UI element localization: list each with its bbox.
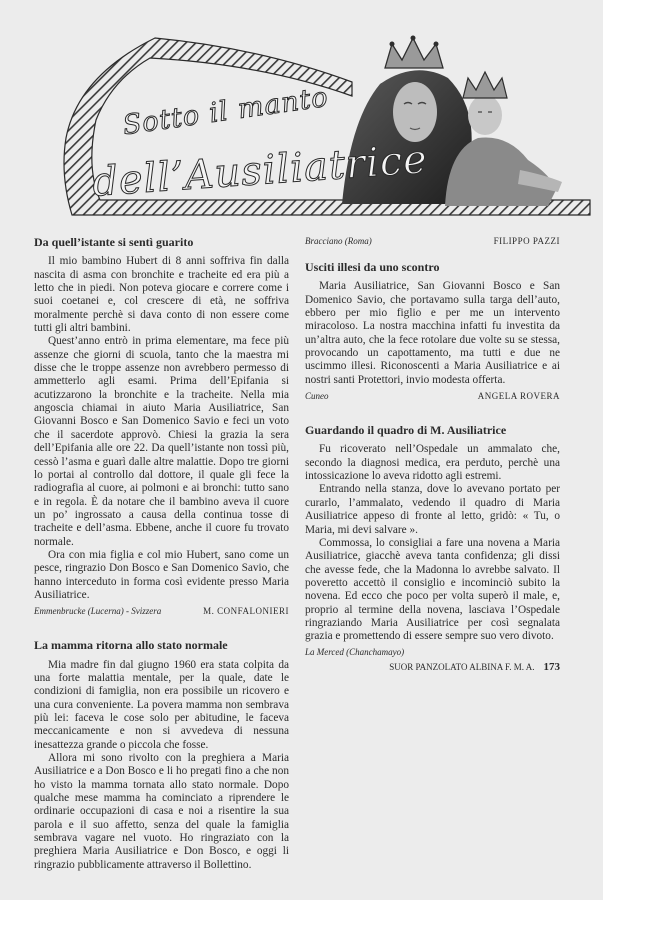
article-paragraph: Quest’anno entrò in prima elementare, ma fece più assenze che giorni di scuola, tanto che la maestra mi disse che le troppe assenze non avrebbero permesso di ammetterlo agli esami. Prima dell’Epifania si acutizzarono la bronchite e la tracheite. Nella mia angoscia chiamai in aiuto Maria Ausiliatrice, San Giovanni Bosco e San Domenico Savio e feci un voto che il sacerdote approvò. Chiesi la grazia la sera dell’Epifania alle ore 22. Da quell’istante non tossì più, cessò l’asma e guarì dalle altre malattie. Dopo tre giorni lo portai al controllo dal dottore, il quale gli fece la radiografia al cuore, ai polmoni e ai bronchi: tutto sano e in regola. È da notare che il bambino aveva il cuore un po’ ingrossato a causa della continua tosse di tracheite e dell’asma. Ebbene, anche il cuore fu trovato normale. — [34, 335, 289, 548]
article-signature — [34, 606, 289, 617]
signature-place: Emmenbrucke (Lucerna) - Svizzera — [34, 606, 162, 617]
article-paragraph: Maria Ausiliatrice, San Giovanni Bosco e San Domenico Savio, che portavamo sulla targa dell’auto, ebbero per mio figlio e per me un intervento miracoloso. La nostra macchina infatti fu investita da un’altra auto, che la fece rotolare due volte su se stessa, provocando un capottamento, ma tutti e due ne uscimmo illesi. Riconoscenti a Maria Ausiliatrice e ai nostri santi Protettori, invio modesta offerta. — [305, 280, 560, 386]
article-paragraph-continued: Allora mi sono rivolto con la preghiera a Maria Ausiliatrice e a Don Bosco e li ho pregati fino a che non ho visto la mamma tornata allo stato normale. Dopo qualche mese mamma ha cominciato a riprendere le ordinarie occupazioni di casa e noi a risentire la sua parola e il suo affetto, senza del quale la famiglia sembrava vagare nel vuoto. Ho ringraziato con la preghiera Maria Ausiliatrice e Don Bosco, e oggi li ringrazio pubblicamente attraverso il Bollettino. — [34, 752, 289, 871]
signature-place: Bracciano (Roma) — [305, 236, 372, 246]
header-banner — [0, 0, 603, 236]
article-paragraph: Commossa, lo consigliai a fare una novena a Maria Ausiliatrice, giacchè aveva tanta confidenza; gli dissi che avesse fede, che la Madonna lo avrebbe salvato. Il poveretto accettò il consiglio e incominciò subito la novena. Ed ecco che poco per volta superò il male, e, proprio al termine della novena, lasciava l’Ospedale ringraziando Maria Ausiliatrice per così segnalata grazia e promettendo di essere sempre suo vero divoto. — [305, 536, 560, 643]
article-1 — [34, 236, 289, 617]
signature-name: ANGELA ROVERA — [477, 391, 560, 402]
title-line-2: dell’Ausiliatrice — [90, 136, 430, 206]
signature-place: Cuneo — [305, 391, 329, 402]
margin-bottom — [0, 900, 660, 944]
article-heading: La mamma ritorna allo stato normale — [34, 638, 228, 653]
page-number: 173 — [543, 660, 560, 673]
article-heading: Da quell’istante si sentì guarito — [34, 235, 194, 249]
article-heading: Guardando il quadro di M. Ausiliatrice — [305, 423, 507, 438]
right-column — [305, 236, 560, 674]
header-illustration — [0, 0, 603, 236]
article-signature — [305, 391, 560, 402]
article-paragraph: Mia madre fin dal giugno 1960 era stata colpita da una forte malattia mentale, per la quale, date le condizioni di famiglia, non era possibile un ricovero e una cura conveniente. La povera mamma non sembrava più lei: faceva le cose solo per abitudine, le faceva meccanicamente e non si avvedeva di nessuna inesattezza grande o piccola che fosse. — [34, 658, 289, 751]
signature-place: La Merced (Chanchamayo) — [305, 646, 405, 657]
article-heading: Usciti illesi da uno scontro — [305, 260, 440, 274]
article-4 — [305, 424, 560, 674]
child-face — [468, 95, 502, 135]
article-2 — [34, 639, 289, 872]
madonna-face — [393, 82, 437, 142]
page-footer — [305, 661, 560, 674]
article-paragraph: Il mio bambino Hubert di 8 anni soffriva fin dalla nascita di asma con bronchite e tracheite ed era più a letto che in piedi. Non poteva giocare e correre come i suoi coetanei e, col crescere di età, ne soffriva moralmente perchè si dava conto di non essere come tutti gli altri bambini. — [34, 255, 289, 335]
left-column — [34, 236, 289, 872]
article-paragraph: Entrando nella stanza, dove lo avevano portato per curarlo, l’ammalato, vedendo il quadro di Maria Ausiliatrice appeso di fronte al letto, gridò: « Tu, o Maria, mi devi salvare ». — [305, 483, 560, 536]
signature-name: M. CONFALONIERI — [203, 606, 289, 617]
article-paragraph: Fu ricoverato nell’Ospedale un ammalato che, secondo la diagnosi medica, era perduto, perchè una intossicazione lo aveva ridotto agli estremi. — [305, 443, 560, 483]
article-paragraph: Ora con mia figlia e col mio Hubert, sano come un pesce, ringrazio Don Bosco e San Domenico Savio, che hanno interceduto in forma così evidente presso Maria Ausiliatrice. — [34, 548, 289, 601]
article-signature — [305, 646, 560, 659]
margin-right — [603, 0, 660, 944]
signature-name: FILIPPO PAZZI — [493, 236, 560, 246]
article-signature — [305, 236, 560, 247]
title-line-1: Sotto il manto — [120, 81, 331, 142]
signature-name: SUOR PANZOLATO ALBINA F. M. A. — [389, 661, 535, 672]
article-3 — [305, 261, 560, 402]
child-crown-icon — [463, 72, 507, 98]
